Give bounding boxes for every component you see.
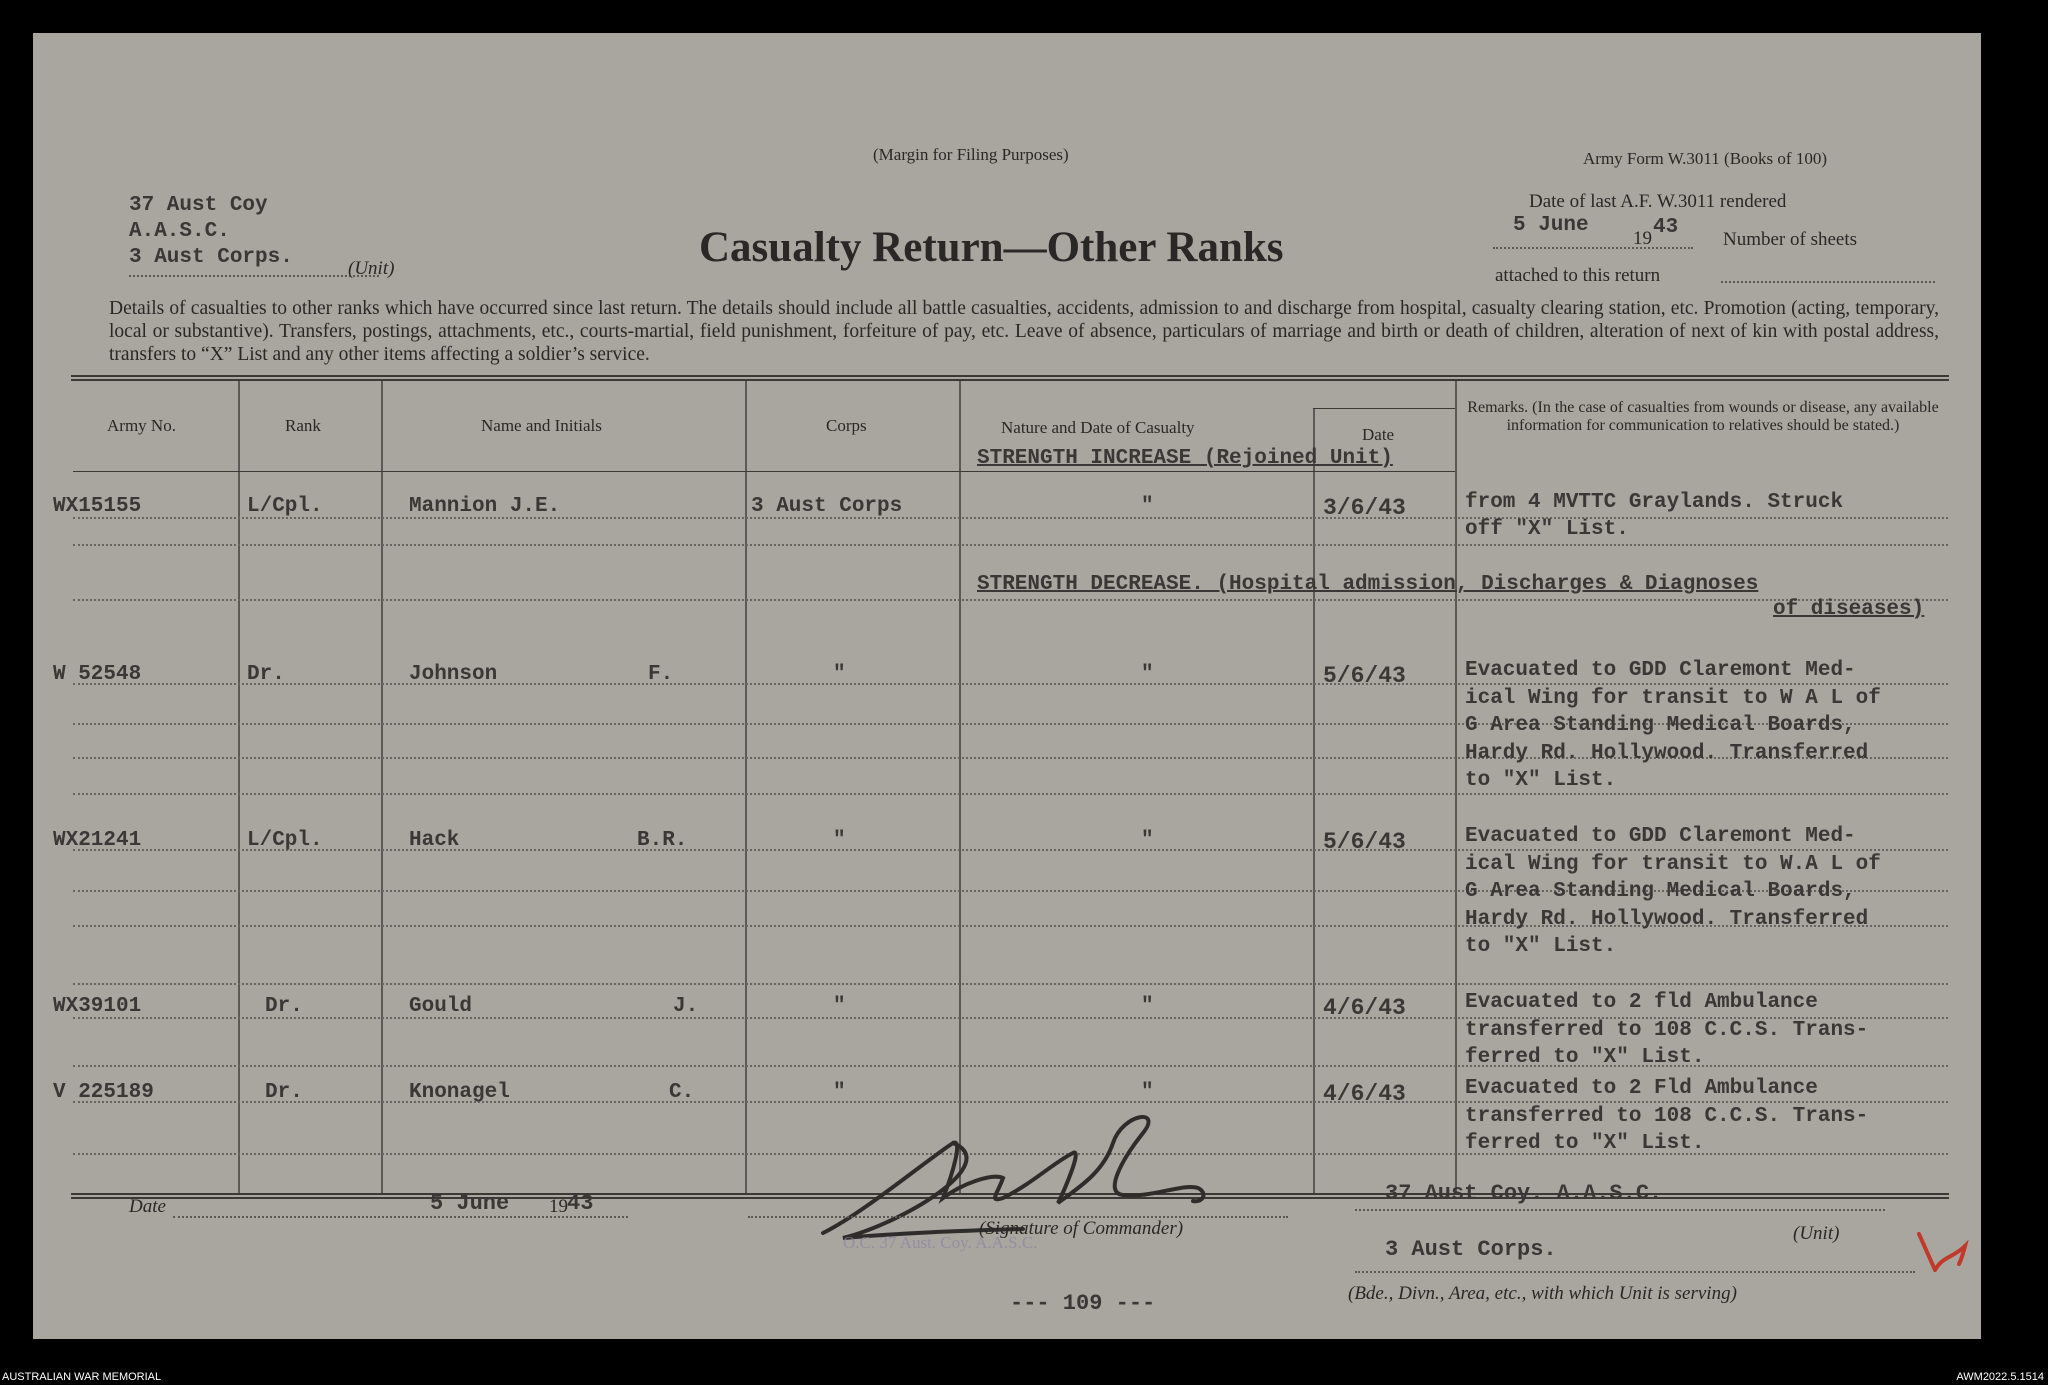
col-army-no: Army No. bbox=[107, 416, 176, 435]
margin-note: (Margin for Filing Purposes) bbox=[873, 145, 1069, 164]
unit-line-3: 3 Aust Corps. bbox=[129, 246, 293, 269]
name: Knonagel bbox=[409, 1081, 510, 1104]
date: 3/6/43 bbox=[1323, 495, 1406, 521]
rank: L/Cpl. bbox=[247, 495, 323, 518]
remarks: Evacuated to 2 fld Ambulance transferred to 108 C.C.S. Trans- ferred to "X" List. bbox=[1465, 991, 1869, 1069]
date-year-suffix: 43 bbox=[567, 1191, 594, 1216]
remarks: Evacuated to GDD Claremont Med- ical Wing for transit to W A L of G Area Standing Medical Boards, Hardy Rd. Hollywood. Transferred to "X" List. bbox=[1465, 659, 1881, 792]
initial: C. bbox=[669, 1081, 695, 1104]
army-no: WX21241 bbox=[53, 829, 142, 852]
formation-label: (Bde., Divn., Area, etc., with which Unit is serving) bbox=[1348, 1283, 1737, 1304]
rank: Dr. bbox=[265, 995, 303, 1018]
col-nature: Nature and Date of Casualty bbox=[1001, 418, 1195, 437]
initial: B.R. bbox=[637, 829, 688, 852]
date-label: Date bbox=[129, 1196, 166, 1217]
corps: " bbox=[833, 995, 846, 1018]
initial: J. bbox=[673, 995, 699, 1018]
date: 4/6/43 bbox=[1323, 995, 1406, 1021]
attached-label: attached to this return bbox=[1495, 265, 1661, 286]
nature: " bbox=[1141, 663, 1154, 686]
corps: " bbox=[833, 663, 846, 686]
sheets-label: Number of sheets bbox=[1723, 229, 1858, 250]
nature: " bbox=[1141, 995, 1154, 1018]
date-value: 5 June bbox=[430, 1191, 510, 1216]
check-mark-icon bbox=[1913, 1228, 1973, 1278]
nature: " bbox=[1141, 495, 1154, 518]
name: Hack bbox=[409, 829, 460, 852]
signature-label: (Signature of Commander) bbox=[979, 1218, 1184, 1239]
date: 5/6/43 bbox=[1323, 829, 1406, 855]
formation-value: 3 Aust Corps. bbox=[1385, 1237, 1557, 1262]
rank: Dr. bbox=[265, 1081, 303, 1104]
col-corps: Corps bbox=[826, 416, 867, 435]
section-decrease: STRENGTH DECREASE. (Hospital admission, Discharges & Diagnoses bbox=[977, 573, 1759, 596]
page-number: --- 109 --- bbox=[1010, 1291, 1156, 1316]
footer-accession: AWM2022.5.1514 bbox=[1956, 1371, 2044, 1383]
instructions: Details of casualties to other ranks which have occurred since last return. The details should include all battle casualties, accidents, admission to and discharge from hospital, casualty clearing station, etc. Promotion (acting, temporary, local or substantive). Transfers, postings, attachments, etc., courts-martial, field punishment, forfeiture of pay, etc. Leave of absence, particulars of marriage and birth or death of children, alteration of next of kin with postal address, transfers to “X” List and any other items affecting a soldier’s service. bbox=[109, 298, 1939, 365]
last-rendered-year-prefix: 19 bbox=[1633, 228, 1652, 249]
last-rendered-label: Date of last A.F. W.3011 rendered bbox=[1529, 191, 1787, 212]
army-no: V 225189 bbox=[53, 1081, 154, 1104]
unit-label-bottom: (Unit) bbox=[1793, 1223, 1840, 1244]
name: Johnson bbox=[409, 663, 498, 686]
remarks: from 4 MVTTC Graylands. Struck off "X" List. bbox=[1465, 491, 1844, 541]
army-no: W 52548 bbox=[53, 663, 142, 686]
unit-line-1: 37 Aust Coy bbox=[129, 194, 268, 217]
unit-line-2: A.A.S.C. bbox=[129, 220, 230, 243]
col-remarks: Remarks. (In the case of casualties from wounds or disease, any available information for communication to relatives should be stated.) bbox=[1467, 399, 1939, 434]
nature: " bbox=[1141, 1081, 1154, 1104]
unit-value: 37 Aust Coy. A.A.S.C. bbox=[1385, 1181, 1663, 1206]
unit-label: (Unit) bbox=[348, 258, 395, 279]
rank: Dr. bbox=[247, 663, 285, 686]
form-paper bbox=[33, 33, 1981, 1339]
col-rank: Rank bbox=[285, 416, 321, 435]
initial: F. bbox=[648, 663, 674, 686]
army-no: WX15155 bbox=[53, 495, 142, 518]
army-no: WX39101 bbox=[53, 995, 142, 1018]
corps: " bbox=[833, 829, 846, 852]
last-rendered-year-suffix: 43 bbox=[1653, 216, 1679, 239]
unit-block bbox=[129, 193, 293, 271]
corps: " bbox=[833, 1081, 846, 1104]
footer-credit: AUSTRALIAN WAR MEMORIAL bbox=[2, 1371, 162, 1383]
page-title: Casualty Return—Other Ranks bbox=[699, 224, 1284, 271]
date-year-prefix: 19 bbox=[549, 1196, 568, 1217]
section-increase: STRENGTH INCREASE (Rejoined Unit) bbox=[977, 447, 1393, 470]
form-id: Army Form W.3011 (Books of 100) bbox=[1583, 149, 1827, 168]
last-rendered-date: 5 June bbox=[1513, 214, 1589, 237]
name: Gould bbox=[409, 995, 473, 1018]
col-date: Date bbox=[1362, 425, 1395, 444]
col-name: Name and Initials bbox=[481, 416, 602, 435]
rank: L/Cpl. bbox=[247, 829, 323, 852]
unit-stamp: O.C. 37 Aust. Coy. A.A.S.C. bbox=[843, 1233, 1038, 1252]
name: Mannion J.E. bbox=[409, 495, 561, 518]
remarks: Evacuated to GDD Claremont Med- ical Wing for transit to W.A L of G Area Standing Medical Boards, Hardy Rd. Hollywood. Transferred to "X" List. bbox=[1465, 825, 1881, 958]
nature: " bbox=[1141, 829, 1154, 852]
section-decrease-cont: of diseases) bbox=[1773, 598, 1925, 621]
date: 5/6/43 bbox=[1323, 663, 1406, 689]
remarks: Evacuated to 2 Fld Ambulance transferred to 108 C.C.S. Trans- ferred to "X" List. bbox=[1465, 1077, 1869, 1155]
date: 4/6/43 bbox=[1323, 1081, 1406, 1107]
corps: 3 Aust Corps bbox=[751, 495, 903, 518]
